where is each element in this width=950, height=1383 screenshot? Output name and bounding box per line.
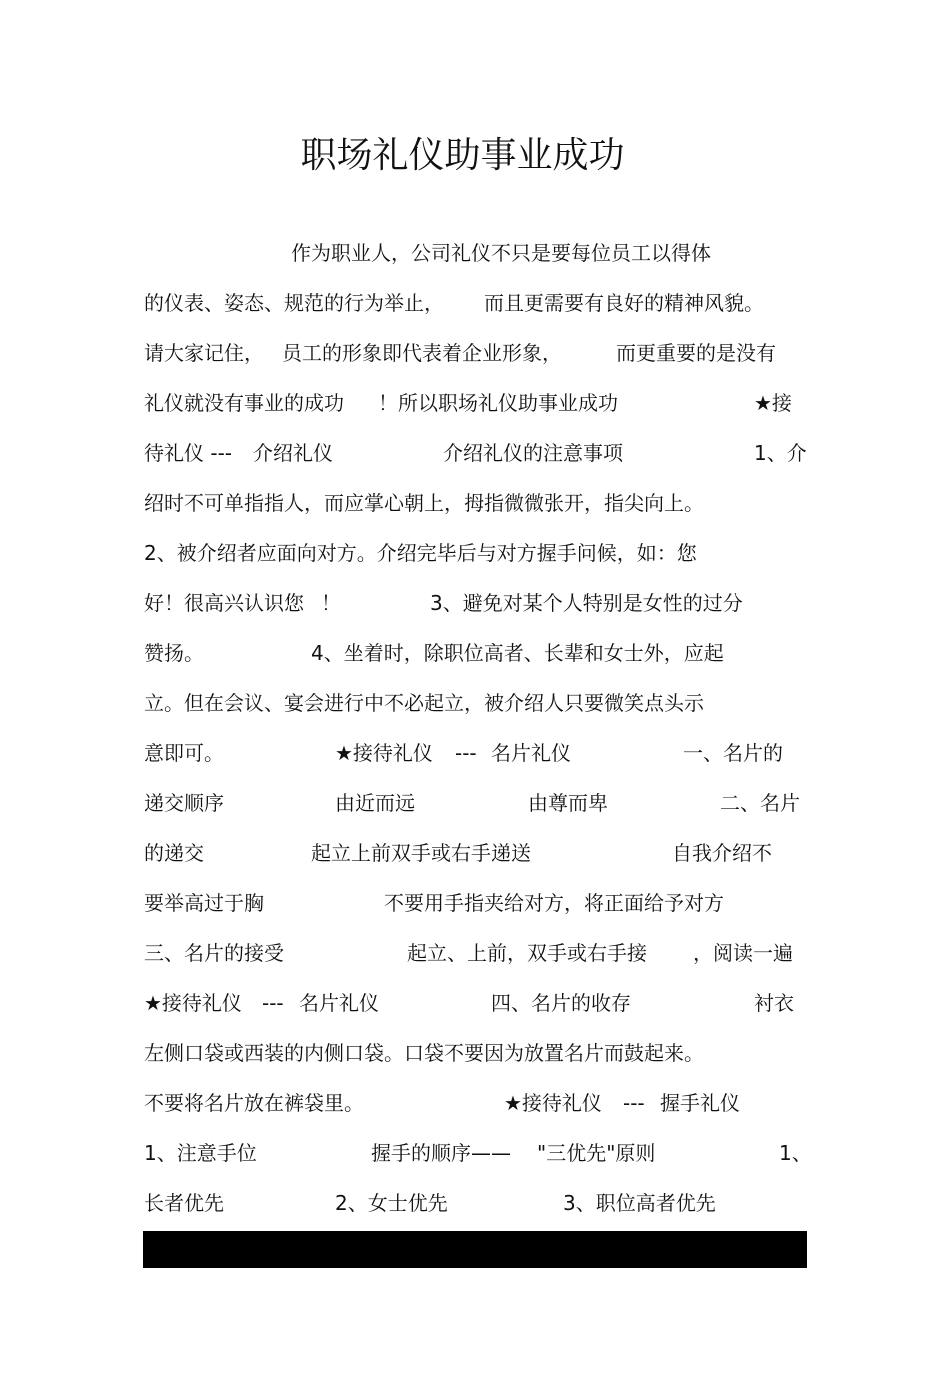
- text-segment: 而且更需要有良好的精神风貌。: [484, 291, 764, 315]
- text-line: [144, 933, 808, 983]
- text-segment: ★接待礼仪: [335, 741, 433, 765]
- text-line: [144, 1133, 812, 1183]
- text-segment: 而更重要的是没有: [616, 341, 776, 365]
- text-segment: 2、女士优先: [335, 1191, 448, 1215]
- text-segment: ！所以职场礼仪助事业成功: [378, 391, 618, 415]
- text-line: [144, 383, 808, 433]
- text-segment: 握手的顺序——: [371, 1141, 511, 1165]
- text-line: [144, 883, 808, 933]
- text-line: [144, 983, 808, 1033]
- text-segment: 握手礼仪: [660, 1091, 740, 1115]
- text-segment: 一、名片的: [683, 741, 783, 765]
- text-line: [144, 1033, 808, 1083]
- text-segment: 员工的形象即代表着企业形象，: [282, 341, 562, 365]
- text-segment: 四、名片的收存: [491, 991, 631, 1015]
- text-segment: 好！很高兴认识您: [144, 591, 304, 615]
- text-line: [144, 833, 808, 883]
- text-segment: 2、被介绍者应面向对方。介绍完毕后与对方握手问候，如：您: [144, 541, 697, 565]
- document-title: 职场礼仪助事业成功: [300, 135, 625, 176]
- text-segment: 自我介绍不: [672, 841, 772, 865]
- text-segment: "三优先"原则: [537, 1141, 656, 1165]
- text-segment: 的递交: [144, 841, 204, 865]
- text-segment: 作为职业人，公司礼仪不只是要每位员工以得体: [291, 241, 711, 265]
- text-segment: ★接待礼仪: [144, 991, 242, 1015]
- text-segment: 左侧口袋或西装的内侧口袋。口袋不要因为放置名片而鼓起来。: [144, 1041, 704, 1065]
- text-segment: 不要将名片放在裤袋里。: [144, 1091, 364, 1115]
- text-segment: ---: [262, 991, 284, 1015]
- footer-black-bar: [143, 1231, 807, 1268]
- text-segment: 起立、上前，双手或右手接: [407, 941, 647, 965]
- text-line: [144, 433, 808, 483]
- text-segment: 名片礼仪: [491, 741, 571, 765]
- text-segment: ，阅读一遍: [693, 941, 793, 965]
- text-line: [144, 1083, 808, 1133]
- text-segment: 由近而远: [335, 791, 415, 815]
- text-segment: 介绍礼仪的注意事项: [443, 441, 623, 465]
- text-segment: 4、坐着时，除职位高者、长辈和女士外，应起: [311, 641, 724, 665]
- text-segment: 1、介: [754, 441, 807, 465]
- text-segment: 衬衣: [754, 991, 794, 1015]
- text-segment: ！: [321, 591, 341, 615]
- text-line: [144, 633, 808, 683]
- text-segment: 介绍礼仪: [253, 441, 333, 465]
- text-line: [144, 583, 808, 633]
- text-segment: 请大家记住，: [144, 341, 264, 365]
- text-segment: 名片礼仪: [299, 991, 379, 1015]
- text-line: [144, 233, 808, 283]
- text-segment: 由尊而卑: [528, 791, 608, 815]
- text-segment: 不要用手指夹给对方，将正面给予对方: [384, 891, 724, 915]
- text-segment: 要举高过于胸: [144, 891, 264, 915]
- text-segment: 意即可。: [144, 741, 224, 765]
- text-segment: 1、注意手位: [144, 1141, 257, 1165]
- text-segment: ---: [623, 1091, 645, 1115]
- text-line: [144, 733, 808, 783]
- text-segment: 礼仪就没有事业的成功: [144, 391, 344, 415]
- text-segment: 二、名片: [720, 791, 800, 815]
- text-segment: 3、避免对某个人特别是女性的过分: [430, 591, 743, 615]
- text-line: [144, 483, 808, 533]
- text-segment: 递交顺序: [144, 791, 224, 815]
- text-line: [144, 783, 808, 833]
- text-segment: 的仪表、姿态、规范的行为举止，: [144, 291, 444, 315]
- text-segment: 1、: [779, 1141, 812, 1165]
- text-segment: 3、职位高者优先: [563, 1191, 716, 1215]
- text-segment: 待礼仪 ---: [144, 441, 233, 465]
- text-segment: ★接待礼仪: [504, 1091, 602, 1115]
- text-line: [144, 333, 808, 383]
- text-segment: 绍时不可单指指人，而应掌心朝上，拇指微微张开，指尖向上。: [144, 491, 704, 515]
- text-segment: 长者优先: [144, 1191, 224, 1215]
- body-text: [144, 233, 812, 1233]
- text-segment: 立。但在会议、宴会进行中不必起立，被介绍人只要微笑点头示: [144, 691, 704, 715]
- text-segment: 赞扬。: [144, 641, 204, 665]
- text-line: [144, 533, 808, 583]
- text-segment: ---: [455, 741, 477, 765]
- text-segment: 起立上前双手或右手递送: [311, 841, 531, 865]
- text-line: [144, 683, 808, 733]
- text-segment: 三、名片的接受: [144, 941, 284, 965]
- text-line: [144, 1183, 808, 1233]
- text-segment: ★接: [754, 391, 792, 415]
- text-line: [144, 283, 808, 333]
